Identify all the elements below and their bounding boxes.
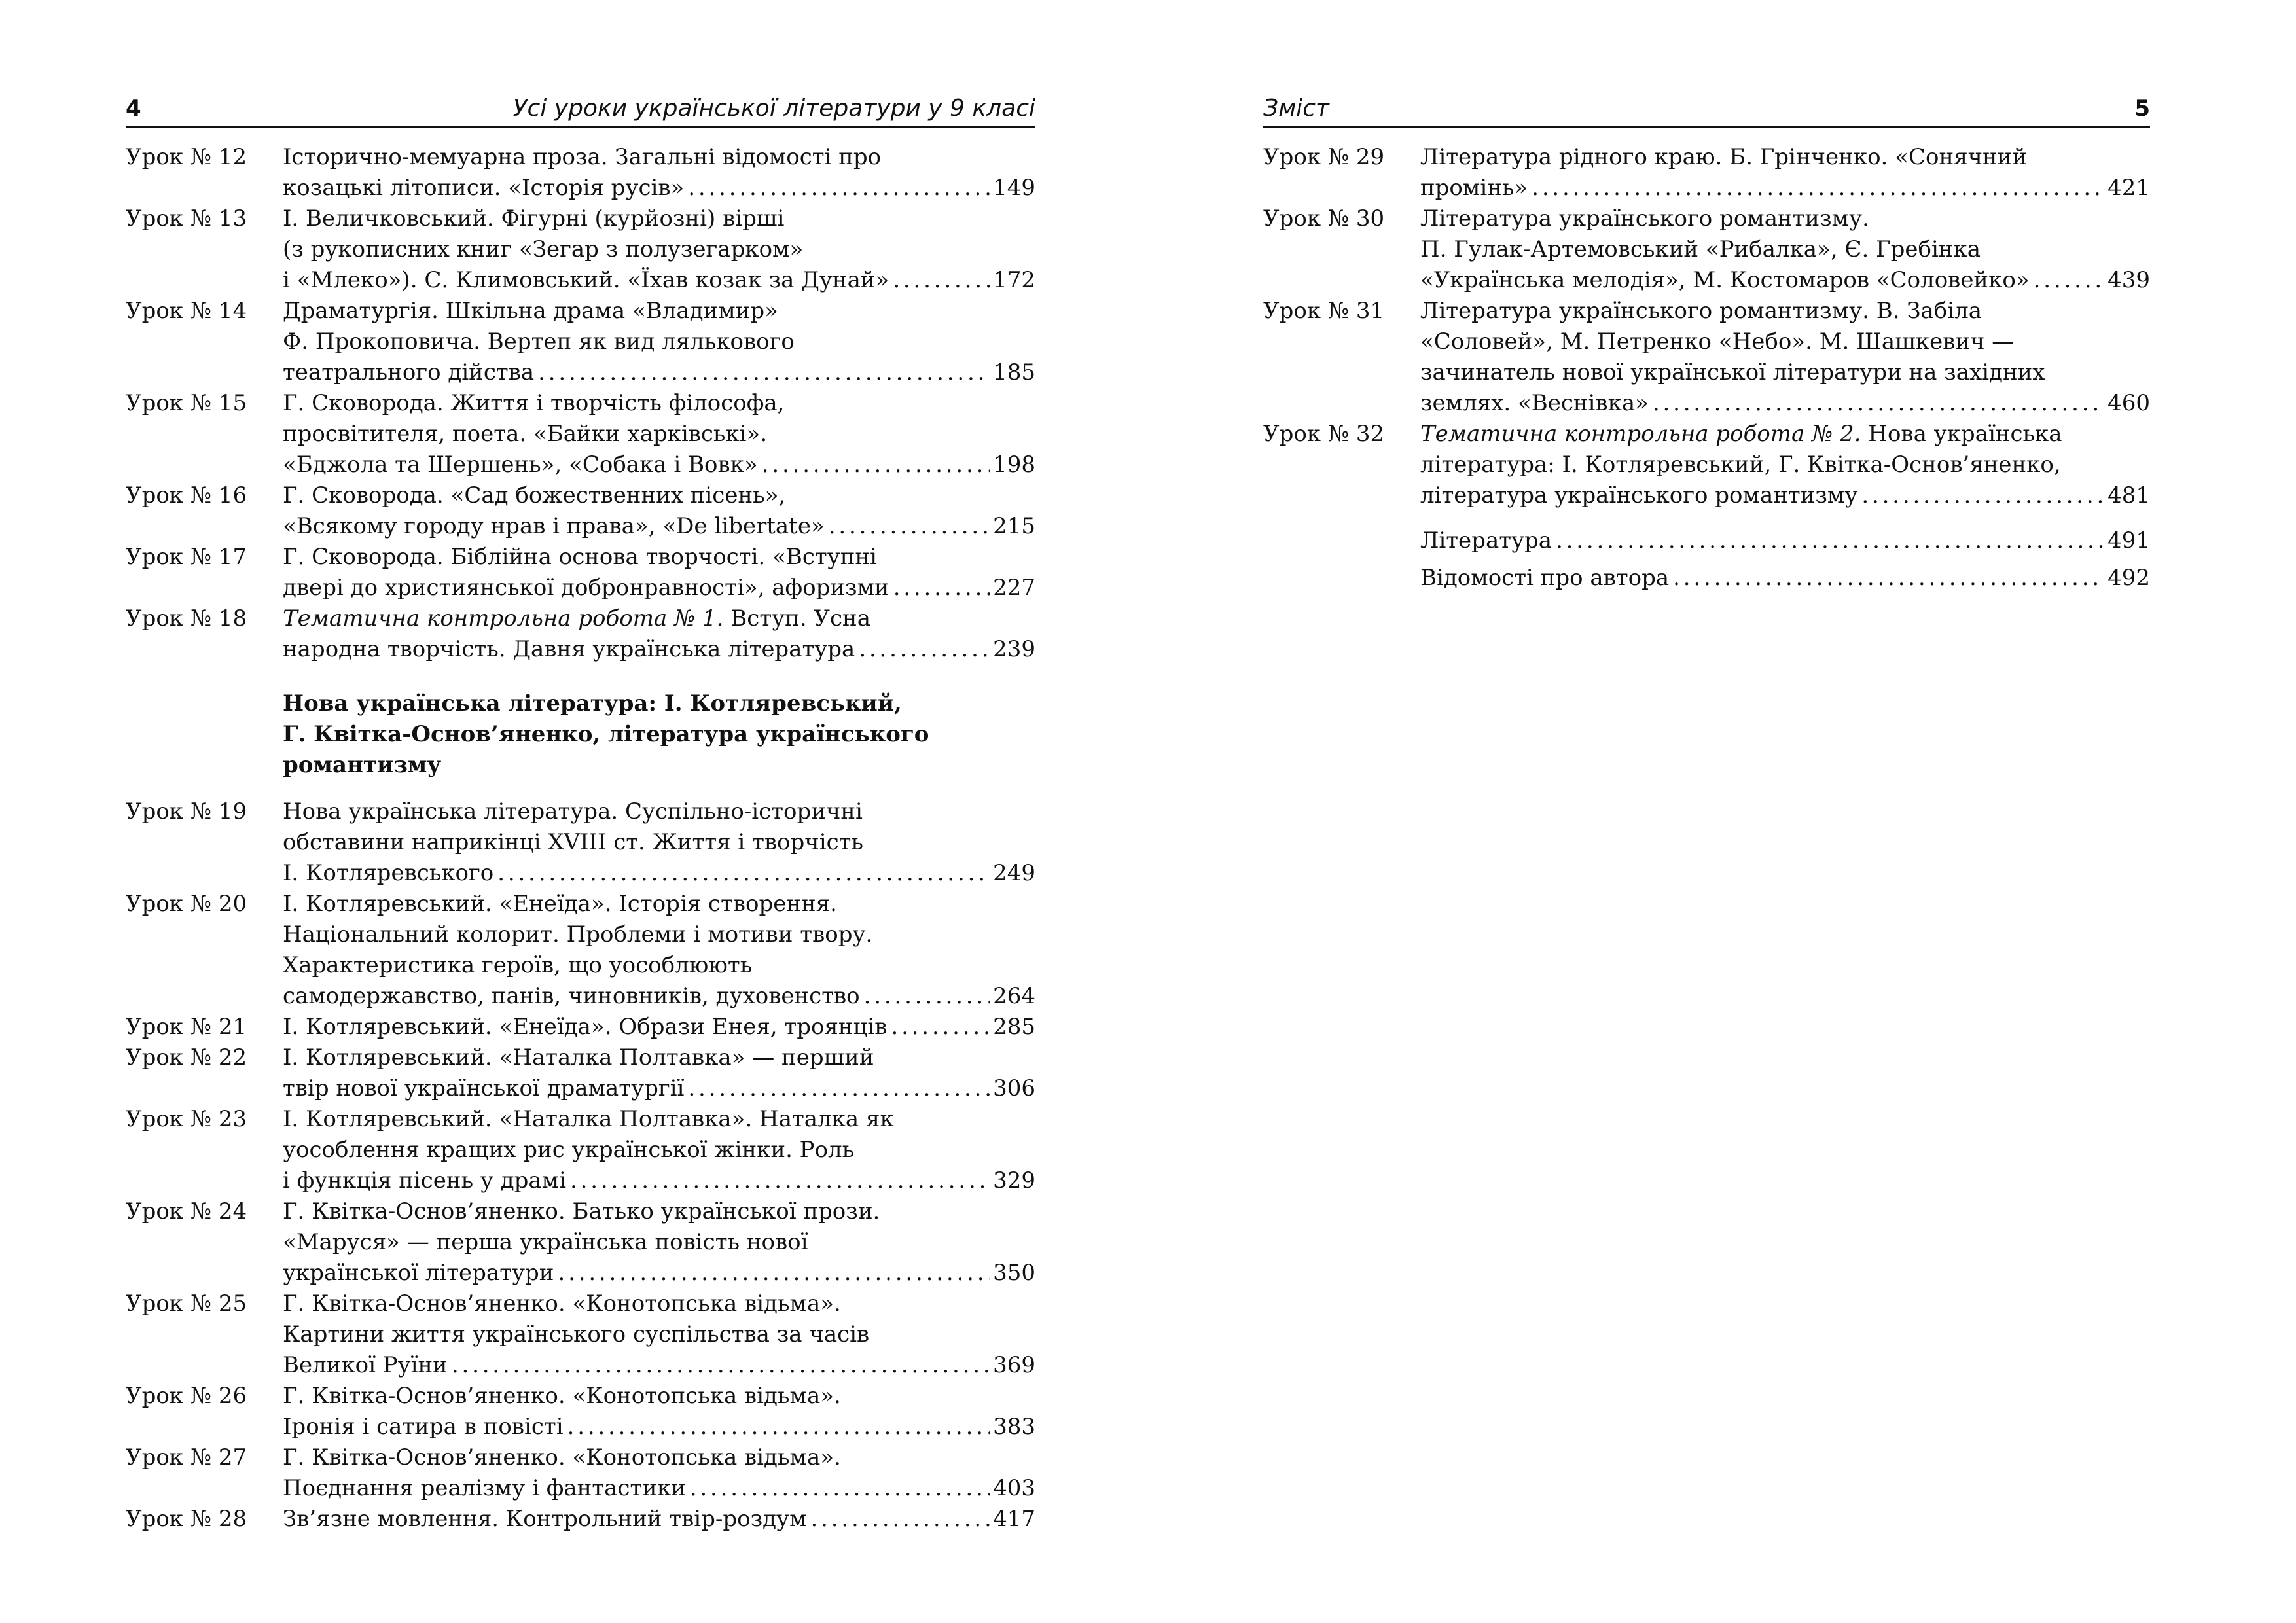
page-ref: 306 xyxy=(993,1075,1035,1101)
title-line: «Соловей», М. Петренко «Небо». М. Шашкевич — xyxy=(1420,329,2015,355)
title-line: зачинатель нової української літератури на західних xyxy=(1420,359,2045,385)
title-line xyxy=(283,603,1035,634)
dot-leader xyxy=(684,173,990,204)
title-last-line xyxy=(283,981,1035,1012)
section-line: романтизму xyxy=(283,752,442,778)
toc-group xyxy=(126,142,1035,603)
lesson-title xyxy=(1420,296,2150,419)
dot-leader xyxy=(1857,480,2104,511)
right-page xyxy=(1263,86,2150,600)
lesson-number: Урок № 31 xyxy=(1263,298,1385,324)
toc-entry xyxy=(126,204,1035,296)
title-line: Г. Квітка-Основ’яненко. «Конотопська відьма». xyxy=(283,1291,841,1317)
title-last-line xyxy=(1420,388,2150,419)
title-line: Література українського романтизму. xyxy=(1420,205,1869,232)
title-line: Картини життя українського суспільства за часів xyxy=(283,1321,870,1347)
title-line: І. Котляревський. «Наталка Полтавка». Наталка як xyxy=(283,1106,894,1132)
title-line: Література українського романтизму. В. Забіла xyxy=(1420,298,1982,324)
toc-extra-entry xyxy=(1420,526,2150,556)
title-line: література українського романтизму xyxy=(1420,482,1858,508)
page-ref: 264 xyxy=(993,983,1035,1009)
page-ref: 350 xyxy=(993,1260,1035,1286)
lesson-number: Урок № 30 xyxy=(1263,205,1385,232)
title-last-line xyxy=(283,634,1035,665)
test-title: Вступ. Усна xyxy=(723,605,870,632)
left-running-head xyxy=(126,86,1035,128)
title-line: театрального дійства xyxy=(283,359,535,385)
lesson-title xyxy=(283,388,1035,480)
page-number: 4 xyxy=(126,96,141,122)
page-ref: 369 xyxy=(993,1352,1035,1378)
lesson-number: Урок № 18 xyxy=(126,605,247,632)
title-line: Г. Сковорода. Біблійна основа творчості. «Вступні xyxy=(283,544,877,570)
title-line: Г. Сковорода. «Сад божественних пісень», xyxy=(283,482,786,508)
title-line: Г. Сковорода. Життя і творчість філософа, xyxy=(283,390,785,416)
page-ref: 239 xyxy=(993,636,1035,662)
title-line: Г. Квітка-Основ’яненко. «Конотопська відьма». xyxy=(283,1383,841,1409)
title-line: Зв’язне мовлення. Контрольний твір-роздум xyxy=(283,1506,807,1532)
section-line: Нова українська література: І. Котляревський, xyxy=(283,690,902,717)
lesson-title xyxy=(283,142,1035,204)
toc-entry xyxy=(126,296,1035,388)
toc-entry xyxy=(126,1504,1035,1535)
toc-entry xyxy=(1263,204,2150,296)
lesson-number: Урок № 20 xyxy=(126,891,247,917)
toc-extra-entry xyxy=(1420,563,2150,594)
title-line: уособлення кращих рис української жінки. Роль xyxy=(283,1137,855,1163)
toc-entry xyxy=(126,889,1035,1012)
title-line: Іронія і сатира в повісті xyxy=(283,1414,564,1440)
page-ref: 198 xyxy=(993,452,1035,478)
title-line: Нова українська література. Суспільно-історичні xyxy=(283,798,863,825)
title-line: І. Котляревський. «Енеїда». Образи Енея, троянців xyxy=(283,1014,888,1040)
title-line: «Всякому городу нрав і права», «De libertate» xyxy=(283,513,825,539)
dot-leader xyxy=(564,1412,990,1442)
title-last-line xyxy=(283,858,1035,889)
extra-label: Відомості про автора xyxy=(1420,565,1670,591)
toc-entry xyxy=(126,1012,1035,1043)
lesson-title xyxy=(283,1442,1035,1504)
test-title: Нова українська xyxy=(1861,421,2062,447)
page-ref: 249 xyxy=(993,860,1035,886)
title-line: Національний колорит. Проблеми і мотиви твору. xyxy=(283,921,873,948)
left-page xyxy=(126,86,1035,1535)
title-last-line xyxy=(283,1258,1035,1289)
toc-entry xyxy=(126,1196,1035,1289)
title-last-line xyxy=(283,1504,1035,1535)
lesson-title xyxy=(283,1289,1035,1381)
back-matter xyxy=(1263,526,2150,594)
title-last-line xyxy=(283,173,1035,204)
title-line: промінь» xyxy=(1420,175,1528,201)
page-ref: 329 xyxy=(993,1168,1035,1194)
title-line: просвітителя, поета. «Байки харківські». xyxy=(283,421,768,447)
title-last-line xyxy=(283,511,1035,542)
lesson-title xyxy=(283,1381,1035,1442)
title-line: І. Котляревський. «Наталка Полтавка» — перший xyxy=(283,1044,874,1071)
section-line: Г. Квітка-Основ’яненко, література українського xyxy=(283,721,929,747)
title-line: і функція пісень у драмі xyxy=(283,1168,566,1194)
lesson-number: Урок № 15 xyxy=(126,390,247,416)
lesson-number: Урок № 24 xyxy=(126,1198,247,1224)
title-line: «Маруся» — перша українська повість нової xyxy=(283,1229,808,1255)
page-ref: 215 xyxy=(993,513,1035,539)
lesson-title xyxy=(1420,419,2150,511)
lesson-title xyxy=(283,1504,1035,1535)
dot-leader xyxy=(860,981,990,1012)
title-line: козацькі літописи. «Історія русів» xyxy=(283,175,685,201)
title-line: твір нової української драматургії xyxy=(283,1075,685,1101)
page-ref: 481 xyxy=(2108,482,2150,508)
title-line: Поєднання реалізму і фантастики xyxy=(283,1475,686,1501)
title-line: двері до християнської добронравності», афоризми xyxy=(283,575,889,601)
title-line: землях. «Веснівка» xyxy=(1420,390,1649,416)
title-last-line xyxy=(1420,265,2150,296)
toc-entry xyxy=(126,142,1035,204)
title-line: української літератури xyxy=(283,1260,554,1286)
title-last-line xyxy=(1420,173,2150,204)
test-label: Тематична контрольна робота № 2. xyxy=(1420,421,1861,447)
title-last-line xyxy=(283,450,1035,480)
lesson-number: Урок № 12 xyxy=(126,144,247,170)
lesson-title xyxy=(1420,142,2150,204)
title-line: Великої Руїни xyxy=(283,1352,448,1378)
running-title: Зміст xyxy=(1263,95,1330,122)
title-line: народна творчість. Давня українська література xyxy=(283,636,855,662)
title-last-line xyxy=(1420,480,2150,511)
dot-leader xyxy=(686,1473,990,1504)
toc-entry xyxy=(126,1289,1035,1381)
toc-entry xyxy=(1263,142,2150,204)
running-title: Усі уроки української літератури у 9 класі xyxy=(512,95,1035,122)
lesson-number: Урок № 19 xyxy=(126,798,247,825)
lesson-number: Урок № 27 xyxy=(126,1444,247,1471)
dot-leader xyxy=(1528,173,2104,204)
page-ref: 383 xyxy=(993,1414,1035,1440)
title-line xyxy=(1420,419,2150,450)
extra-label: Література xyxy=(1420,527,1552,554)
toc-entry xyxy=(1263,419,2150,511)
title-line: Г. Квітка-Основ’яненко. «Конотопська відьма». xyxy=(283,1444,841,1471)
title-line: і «Млеко»). С. Климовський. «Їхав козак за Дунай» xyxy=(283,267,889,293)
lesson-number: Урок № 21 xyxy=(126,1014,247,1040)
page-ref: 439 xyxy=(2108,267,2150,293)
page-ref: 491 xyxy=(2108,527,2150,554)
title-last-line xyxy=(283,357,1035,388)
dot-leader xyxy=(534,357,990,388)
title-line: (з рукописних книг «Зегар з полузегарком» xyxy=(283,236,804,262)
title-last-line xyxy=(283,265,1035,296)
lesson-title xyxy=(1420,204,2150,296)
title-line: Г. Квітка-Основ’яненко. Батько української прози. xyxy=(283,1198,880,1224)
lesson-title xyxy=(283,296,1035,388)
page-ref: 403 xyxy=(993,1475,1035,1501)
toc-entry xyxy=(126,480,1035,542)
title-last-line xyxy=(283,573,1035,603)
lesson-number: Урок № 13 xyxy=(126,205,247,232)
dot-leader xyxy=(1649,388,2104,419)
title-line: П. Гулак-Артемовський «Рибалка», Є. Гребінка xyxy=(1420,236,1981,262)
toc-entry xyxy=(126,603,1035,665)
title-last-line xyxy=(283,1166,1035,1196)
toc-entry xyxy=(126,1381,1035,1442)
dot-leader xyxy=(2030,265,2104,296)
toc-entry xyxy=(126,1043,1035,1104)
toc-entry xyxy=(126,1442,1035,1504)
lesson-title xyxy=(283,204,1035,296)
lesson-number: Урок № 16 xyxy=(126,482,247,508)
title-line: література: І. Котляревський, Г. Квітка-Основ’яненко, xyxy=(1420,452,2061,478)
toc-entry xyxy=(126,388,1035,480)
title-last-line xyxy=(283,1412,1035,1442)
lesson-title xyxy=(283,603,1035,665)
dot-leader xyxy=(554,1258,990,1289)
lesson-title xyxy=(283,1104,1035,1196)
lesson-number: Урок № 26 xyxy=(126,1383,247,1409)
dot-leader xyxy=(448,1350,990,1381)
title-line: Ф. Прокоповича. Вертеп як вид лялькового xyxy=(283,329,795,355)
title-last-line xyxy=(283,1350,1035,1381)
title-last-line xyxy=(283,1012,1035,1043)
lesson-number: Урок № 28 xyxy=(126,1506,247,1532)
dot-leader xyxy=(493,858,990,889)
lesson-title xyxy=(283,1043,1035,1104)
lesson-number: Урок № 25 xyxy=(126,1291,247,1317)
page-ref: 417 xyxy=(993,1506,1035,1532)
dot-leader xyxy=(807,1504,990,1535)
lesson-title xyxy=(283,1012,1035,1043)
right-running-head xyxy=(1263,86,2150,128)
test-label: Тематична контрольна робота № 1. xyxy=(283,605,724,632)
dot-leader xyxy=(1552,526,2104,556)
toc-entry xyxy=(1263,296,2150,419)
title-line: Література рідного краю. Б. Грінченко. «Сонячний xyxy=(1420,144,2028,170)
title-line: Історично-мемуарна проза. Загальні відомості про xyxy=(283,144,882,170)
toc-entry xyxy=(126,796,1035,889)
dot-leader xyxy=(855,634,990,665)
dot-leader xyxy=(825,511,990,542)
page-ref: 285 xyxy=(993,1014,1035,1040)
lesson-number: Урок № 22 xyxy=(126,1044,247,1071)
title-line: І. Котляревського xyxy=(283,860,494,886)
dot-leader xyxy=(566,1166,990,1196)
page-ref: 460 xyxy=(2108,390,2150,416)
lesson-title xyxy=(283,542,1035,603)
lesson-title xyxy=(283,796,1035,889)
page-ref: 172 xyxy=(993,267,1035,293)
title-line: «Бджола та Шершень», «Собака і Вовк» xyxy=(283,452,758,478)
lesson-number: Урок № 17 xyxy=(126,544,247,570)
lesson-title xyxy=(283,1196,1035,1289)
dot-leader xyxy=(889,573,990,603)
lesson-number: Урок № 29 xyxy=(1263,144,1385,170)
page-ref: 492 xyxy=(2108,565,2150,591)
lesson-title xyxy=(283,480,1035,542)
page-number: 5 xyxy=(2134,96,2150,122)
page-ref: 149 xyxy=(993,175,1035,201)
lesson-number: Урок № 23 xyxy=(126,1106,247,1132)
title-line: самодержавство, панів, чиновників, духовенство xyxy=(283,983,860,1009)
toc-group xyxy=(1263,142,2150,419)
title-last-line xyxy=(283,1073,1035,1104)
toc-entry xyxy=(126,1104,1035,1196)
dot-leader xyxy=(758,450,990,480)
dot-leader xyxy=(889,265,990,296)
title-line: І. Котляревський. «Енеїда». Історія створення. xyxy=(283,891,837,917)
dot-leader xyxy=(684,1073,990,1104)
title-line: обставини наприкінці XVIII ст. Життя і творчість xyxy=(283,829,863,855)
lesson-number: Урок № 32 xyxy=(1263,421,1385,447)
title-line: Характеристика героїв, що уособлюють xyxy=(283,952,753,978)
table-of-contents xyxy=(1263,142,2150,594)
title-line: Драматургія. Шкільна драма «Владимир» xyxy=(283,298,778,324)
lesson-title xyxy=(283,889,1035,1012)
page-ref: 185 xyxy=(993,359,1035,385)
page-ref: 227 xyxy=(993,575,1035,601)
toc-entry xyxy=(126,542,1035,603)
section-heading xyxy=(126,688,1035,781)
page-ref: 421 xyxy=(2108,175,2150,201)
title-line: І. Величковський. Фігурні (курйозні) вірші xyxy=(283,205,785,232)
title-last-line xyxy=(283,1473,1035,1504)
dot-leader xyxy=(887,1012,990,1043)
dot-leader xyxy=(1669,563,2104,594)
lesson-number: Урок № 14 xyxy=(126,298,247,324)
title-line: «Українська мелодія», М. Костомаров «Соловейко» xyxy=(1420,267,2030,293)
toc-group xyxy=(126,796,1035,1535)
table-of-contents xyxy=(126,142,1035,1535)
